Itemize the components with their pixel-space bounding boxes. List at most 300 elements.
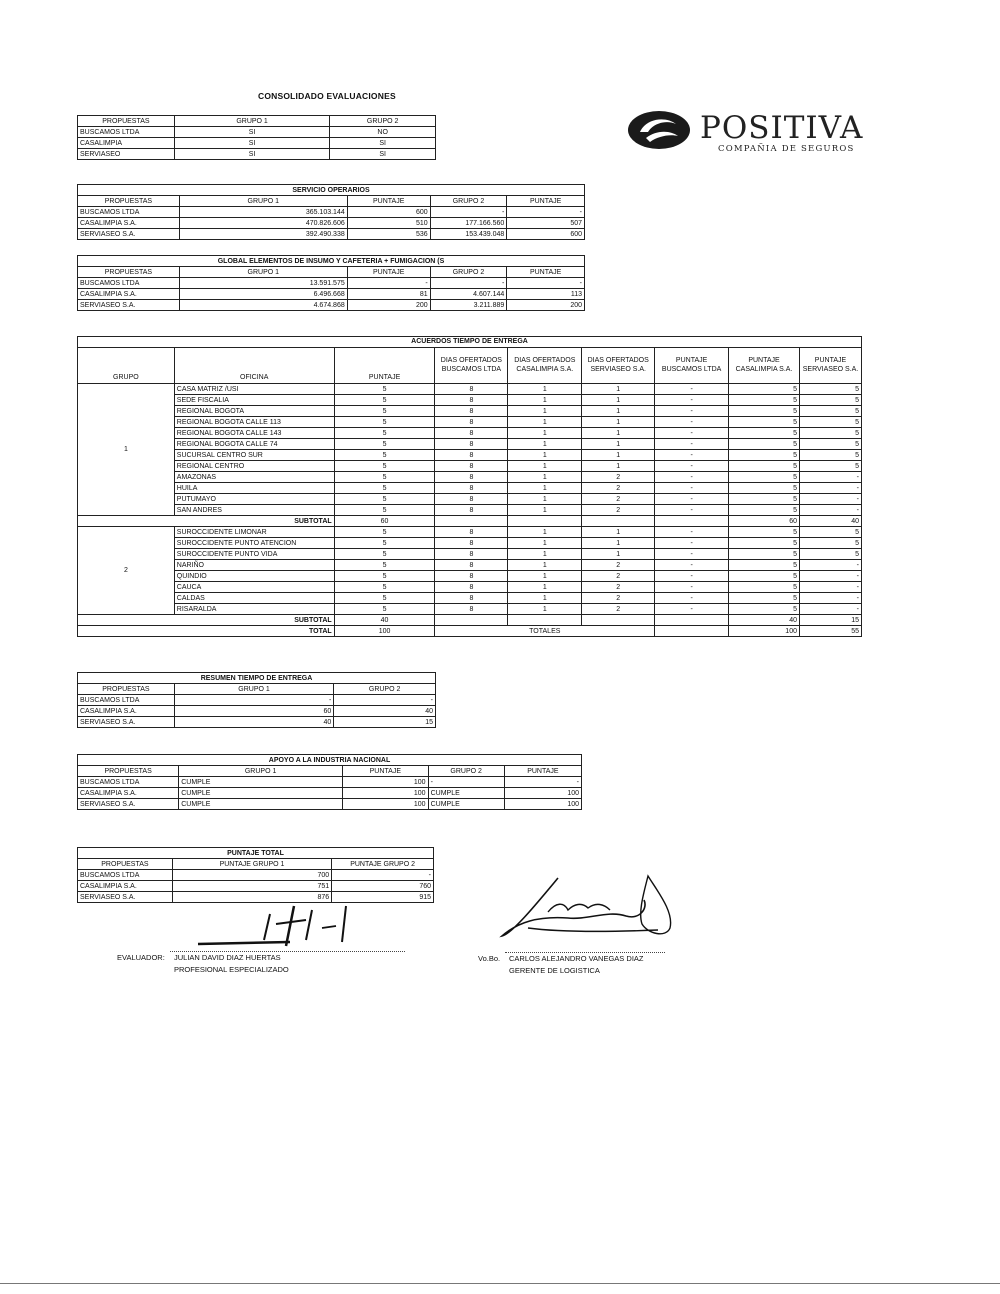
table-cell: 40 <box>174 717 333 728</box>
table-cell: 8 <box>435 593 508 604</box>
table-cell: 5 <box>334 461 435 472</box>
table-cell: 8 <box>435 494 508 505</box>
table-cell: 5 <box>729 417 800 428</box>
table-cell: - <box>655 439 729 450</box>
group-cell: 1 <box>78 384 175 516</box>
table-cell: - <box>799 494 861 505</box>
table-cell: - <box>430 207 507 218</box>
col-header: PUNTAJE <box>504 766 581 777</box>
table-cell: 1 <box>508 417 582 428</box>
table-cell: 536 <box>347 229 430 240</box>
table-cell: 8 <box>435 538 508 549</box>
table-cell: 1 <box>582 395 655 406</box>
table-cell: REGIONAL BOGOTA CALLE 143 <box>174 428 334 439</box>
table-cell: 5 <box>799 406 861 417</box>
puntaje-total-table <box>77 847 434 903</box>
table-header-row <box>78 196 585 207</box>
table-cell: 8 <box>435 604 508 615</box>
table-row <box>78 439 862 450</box>
table-cell: 760 <box>332 881 434 892</box>
table-cell: 6.496.668 <box>179 289 347 300</box>
col-header: PROPUESTAS <box>78 859 173 870</box>
table-title: ACUERDOS TIEMPO DE ENTREGA <box>78 337 862 348</box>
col-header: PROPUESTAS <box>78 267 180 278</box>
col-header: GRUPO 2 <box>430 196 507 207</box>
table-cell: - <box>655 483 729 494</box>
vobo-signature <box>498 872 698 946</box>
table-row <box>78 395 862 406</box>
table-cell: - <box>799 593 861 604</box>
table-cell: 1 <box>582 406 655 417</box>
table-cell: 1 <box>582 527 655 538</box>
table-cell: - <box>655 461 729 472</box>
table-cell: 100 <box>343 799 429 810</box>
table-cell: 5 <box>799 384 861 395</box>
table-cell: SERVIASEO S.A. <box>78 799 179 810</box>
table-cell: 5 <box>334 571 435 582</box>
table-cell: 100 <box>343 788 429 799</box>
table-cell: 8 <box>435 439 508 450</box>
logo-subtitle: COMPAÑIA DE SEGUROS <box>718 144 855 154</box>
table-cell: 1 <box>508 428 582 439</box>
table-cell: - <box>655 593 729 604</box>
table-row <box>78 278 585 289</box>
table-cell: 4.607.144 <box>430 289 507 300</box>
col-header: PUNTAJE <box>334 348 435 384</box>
table-cell: SUBTOTAL <box>78 615 335 626</box>
table-cell: REGIONAL CENTRO <box>174 461 334 472</box>
logo-wordmark: POSITIVA <box>700 110 864 146</box>
table-cell: 1 <box>508 472 582 483</box>
table-cell: 8 <box>435 384 508 395</box>
table-cell: 600 <box>347 207 430 218</box>
table-header-row <box>78 116 436 127</box>
table-cell: 5 <box>729 461 800 472</box>
table-header-row <box>78 766 582 777</box>
table-cell: CALDAS <box>174 593 334 604</box>
table-cell: 4.674.868 <box>179 300 347 311</box>
table-cell: 5 <box>334 395 435 406</box>
table-cell: 1 <box>508 593 582 604</box>
table-cell: 8 <box>435 505 508 516</box>
table-cell: 8 <box>435 571 508 582</box>
table-cell: 1 <box>508 505 582 516</box>
table-cell: SI <box>174 149 329 160</box>
table-cell: 13.591.575 <box>179 278 347 289</box>
col-header: GRUPO 1 <box>179 267 347 278</box>
col-header: PUNTAJE <box>343 766 429 777</box>
table-cell: - <box>655 571 729 582</box>
col-header: PROPUESTAS <box>78 116 175 127</box>
table-body <box>78 278 585 311</box>
col-header: GRUPO 1 <box>174 116 329 127</box>
col-header: PUNTAJE CASALIMPIA S.A. <box>729 348 800 384</box>
table-cell: 5 <box>334 417 435 428</box>
table-row <box>78 538 862 549</box>
page-title: CONSOLIDADO EVALUACIONES <box>258 91 396 101</box>
table-cell: CUMPLE <box>428 788 504 799</box>
table-cell: 5 <box>799 527 861 538</box>
table-cell: 1 <box>582 439 655 450</box>
table-cell: - <box>799 472 861 483</box>
table-cell: 60 <box>729 516 800 527</box>
table-body <box>78 127 436 160</box>
table-cell: 1 <box>582 450 655 461</box>
col-header: PROPUESTAS <box>78 684 175 695</box>
table-cell: 5 <box>729 604 800 615</box>
table-cell: 700 <box>172 870 331 881</box>
table-cell: CUMPLE <box>179 777 343 788</box>
table-cell: SERVIASEO S.A. <box>78 300 180 311</box>
table-row <box>78 494 862 505</box>
table-cell: AMAZONAS <box>174 472 334 483</box>
table-cell: 8 <box>435 472 508 483</box>
table-cell: 751 <box>172 881 331 892</box>
col-header: DIAS OFERTADOS SERVIASEO S.A. <box>582 348 655 384</box>
table-cell: REGIONAL BOGOTA <box>174 406 334 417</box>
table-cell: - <box>655 538 729 549</box>
table-body <box>78 207 585 240</box>
table-cell <box>508 615 582 626</box>
table-cell: - <box>655 505 729 516</box>
table-cell: NARIÑO <box>174 560 334 571</box>
table-cell: 5 <box>729 582 800 593</box>
table-cell: - <box>655 384 729 395</box>
table-cell: 1 <box>508 439 582 450</box>
table-cell: BUSCAMOS LTDA <box>78 777 179 788</box>
col-header: PUNTAJE GRUPO 2 <box>332 859 434 870</box>
table-cell: 2 <box>582 593 655 604</box>
table-cell: REGIONAL BOGOTA CALLE 113 <box>174 417 334 428</box>
table-cell: 5 <box>334 527 435 538</box>
table-cell: SI <box>330 138 436 149</box>
table-row <box>78 571 862 582</box>
table-cell: 1 <box>508 582 582 593</box>
table-cell: - <box>655 549 729 560</box>
table-cell: 8 <box>435 560 508 571</box>
table-cell: SUBTOTAL <box>78 516 335 527</box>
table-cell: 2 <box>582 505 655 516</box>
col-header: DIAS OFERTADOS CASALIMPIA S.A. <box>508 348 582 384</box>
table-cell: SUROCCIDENTE LIMONAR <box>174 527 334 538</box>
table-row <box>78 881 434 892</box>
table-cell: TOTAL <box>78 626 335 637</box>
table-cell: PUTUMAYO <box>174 494 334 505</box>
table-cell: 200 <box>507 300 585 311</box>
table-body <box>78 870 434 903</box>
table-cell: BUSCAMOS LTDA <box>78 127 175 138</box>
table-cell: 81 <box>347 289 430 300</box>
page-bottom-rule <box>0 1283 1000 1284</box>
table-cell: - <box>799 483 861 494</box>
table-cell <box>655 626 729 637</box>
table-cell: BUSCAMOS LTDA <box>78 207 180 218</box>
table-cell: 5 <box>334 560 435 571</box>
evaluador-nombre: JULIAN DAVID DIAZ HUERTAS <box>174 953 281 962</box>
col-header: PUNTAJE <box>507 196 585 207</box>
table-cell: 1 <box>508 450 582 461</box>
table-row <box>78 505 862 516</box>
col-header: PROPUESTAS <box>78 766 179 777</box>
table-cell: 100 <box>729 626 800 637</box>
table-cell: 5 <box>799 450 861 461</box>
table-cell: 5 <box>334 472 435 483</box>
global-elementos-table <box>77 255 585 311</box>
table-cell: - <box>332 870 434 881</box>
evaluador-label: EVALUADOR: <box>117 953 165 962</box>
col-header: GRUPO <box>78 348 175 384</box>
table-cell: 8 <box>435 527 508 538</box>
table-cell: - <box>430 278 507 289</box>
table-cell: 1 <box>508 384 582 395</box>
table-cell: 60 <box>334 516 435 527</box>
table-cell: - <box>655 494 729 505</box>
table-cell: - <box>655 417 729 428</box>
table-cell: 5 <box>799 417 861 428</box>
col-header: OFICINA <box>174 348 334 384</box>
table-cell: HUILA <box>174 483 334 494</box>
table-row <box>78 406 862 417</box>
table-cell: CUMPLE <box>179 788 343 799</box>
table-cell: 5 <box>729 527 800 538</box>
table-cell: 8 <box>435 417 508 428</box>
table-row <box>78 461 862 472</box>
table-header-row <box>78 267 585 278</box>
table-cell: 8 <box>435 483 508 494</box>
table-cell: - <box>655 560 729 571</box>
table-cell: 2 <box>582 582 655 593</box>
table-cell: - <box>655 395 729 406</box>
table-cell: 5 <box>334 593 435 604</box>
table-cell <box>582 615 655 626</box>
table-cell: 5 <box>334 494 435 505</box>
table-row <box>78 289 585 300</box>
resumen-tiempo-table <box>77 672 436 728</box>
table-cell: SAN ANDRES <box>174 505 334 516</box>
table-cell: - <box>655 604 729 615</box>
table-cell: 5 <box>334 604 435 615</box>
table-row <box>78 483 862 494</box>
col-header: GRUPO 2 <box>334 684 436 695</box>
table-cell: 8 <box>435 582 508 593</box>
col-header: PUNTAJE GRUPO 1 <box>172 859 331 870</box>
col-header: PUNTAJE <box>507 267 585 278</box>
table-cell: 5 <box>799 439 861 450</box>
table-row <box>78 892 434 903</box>
table-cell: 2 <box>582 483 655 494</box>
table-cell: CAUCA <box>174 582 334 593</box>
table-cell: 2 <box>582 472 655 483</box>
table-cell: 5 <box>799 395 861 406</box>
table-cell: 470.826.606 <box>179 218 347 229</box>
table-row <box>78 472 862 483</box>
positiva-logo <box>626 108 896 158</box>
table-cell: 1 <box>582 461 655 472</box>
table-cell: SEDE FISCALIA <box>174 395 334 406</box>
table-cell: 5 <box>799 538 861 549</box>
table-cell: 200 <box>347 300 430 311</box>
table-cell: - <box>507 278 585 289</box>
col-header: PUNTAJE BUSCAMOS LTDA <box>655 348 729 384</box>
table-cell: 2 <box>582 494 655 505</box>
col-header: GRUPO 1 <box>174 684 333 695</box>
table-cell: 5 <box>729 472 800 483</box>
table-cell: CASALIMPIA S.A. <box>78 218 180 229</box>
table-row <box>78 788 582 799</box>
table-cell: 5 <box>729 483 800 494</box>
group-cell: 2 <box>78 527 175 615</box>
table-cell: - <box>334 695 436 706</box>
table-cell: 5 <box>334 505 435 516</box>
table-cell: 365.103.144 <box>179 207 347 218</box>
table-cell: 40 <box>799 516 861 527</box>
table-cell: 1 <box>508 604 582 615</box>
table-row <box>78 207 585 218</box>
table-cell: 153.439.048 <box>430 229 507 240</box>
table-cell: - <box>655 582 729 593</box>
table-cell: SUROCCIDENTE PUNTO ATENCION <box>174 538 334 549</box>
col-header: GRUPO 2 <box>430 267 507 278</box>
table-title: PUNTAJE TOTAL <box>78 848 434 859</box>
table-cell: 5 <box>729 384 800 395</box>
table-cell: 8 <box>435 428 508 439</box>
table-cell: 113 <box>507 289 585 300</box>
table-cell: 1 <box>508 538 582 549</box>
table-row <box>78 218 585 229</box>
table-cell: 5 <box>729 549 800 560</box>
table-title: APOYO A LA INDUSTRIA NACIONAL <box>78 755 582 766</box>
col-header: GRUPO 1 <box>179 766 343 777</box>
col-header: GRUPO 1 <box>179 196 347 207</box>
vobo-label: Vo.Bo. <box>478 954 501 963</box>
table-cell: 5 <box>334 406 435 417</box>
table-cell: - <box>799 560 861 571</box>
table-cell: 5 <box>334 483 435 494</box>
table-cell: 392.490.338 <box>179 229 347 240</box>
subtotal-row <box>78 615 862 626</box>
table-cell: 3.211.889 <box>430 300 507 311</box>
table-cell: 1 <box>508 406 582 417</box>
table-row <box>78 593 862 604</box>
table-cell: 5 <box>729 560 800 571</box>
table-cell: REGIONAL BOGOTA CALLE 74 <box>174 439 334 450</box>
table-cell: 8 <box>435 395 508 406</box>
table-cell: 1 <box>508 395 582 406</box>
vobo-nombre: CARLOS ALEJANDRO VANEGAS DIAZ <box>509 954 644 963</box>
table-cell: 5 <box>334 450 435 461</box>
table-row <box>78 229 585 240</box>
table-cell: 5 <box>729 538 800 549</box>
table-cell: 100 <box>343 777 429 788</box>
table-cell: CUMPLE <box>179 799 343 810</box>
table-cell: 2 <box>582 560 655 571</box>
table-row <box>78 717 436 728</box>
table-cell: 1 <box>582 428 655 439</box>
table-cell: TOTALES <box>435 626 655 637</box>
table-cell: - <box>174 695 333 706</box>
acuerdos-tiempo-table <box>77 336 862 637</box>
table-cell: SI <box>330 149 436 160</box>
table-cell: - <box>504 777 581 788</box>
table-cell: 1 <box>582 549 655 560</box>
table-cell: - <box>347 278 430 289</box>
table-title: RESUMEN TIEMPO DE ENTREGA <box>78 673 436 684</box>
table-row <box>78 527 862 538</box>
table-row <box>78 560 862 571</box>
table-cell: SI <box>174 138 329 149</box>
table-row <box>78 149 436 160</box>
table-row <box>78 706 436 717</box>
table-row <box>78 300 585 311</box>
table-body <box>78 695 436 728</box>
col-header: GRUPO 2 <box>428 766 504 777</box>
table-cell: 1 <box>582 538 655 549</box>
table-title: SERVICIO OPERARIOS <box>78 185 585 196</box>
table-cell: 1 <box>508 560 582 571</box>
col-header: PUNTAJE <box>347 267 430 278</box>
evaluador-cargo: PROFESIONAL ESPECIALIZADO <box>174 965 289 974</box>
table-cell: 5 <box>729 450 800 461</box>
apoyo-industria-table <box>77 754 582 810</box>
col-header: DIAS OFERTADOS BUSCAMOS LTDA <box>435 348 508 384</box>
table-cell <box>655 516 729 527</box>
table-cell: RISARALDA <box>174 604 334 615</box>
table-cell <box>655 615 729 626</box>
col-header: PROPUESTAS <box>78 196 180 207</box>
table-cell: 1 <box>508 483 582 494</box>
table-cell: 55 <box>799 626 861 637</box>
table-cell: - <box>655 472 729 483</box>
table-cell: 2 <box>582 604 655 615</box>
table-cell: 100 <box>504 788 581 799</box>
table-cell: CASALIMPIA <box>78 138 175 149</box>
table-cell: 60 <box>174 706 333 717</box>
table-row <box>78 695 436 706</box>
table-cell: 5 <box>799 428 861 439</box>
table-cell <box>435 615 508 626</box>
table-row <box>78 450 862 461</box>
table-cell: 5 <box>334 439 435 450</box>
table-cell: 5 <box>729 428 800 439</box>
table-cell: 5 <box>334 538 435 549</box>
table-cell: 5 <box>729 395 800 406</box>
table-cell: 5 <box>334 384 435 395</box>
table-cell: CASALIMPIA S.A. <box>78 881 173 892</box>
table-cell: CASALIMPIA S.A. <box>78 706 175 717</box>
table-cell: CUMPLE <box>428 799 504 810</box>
table-cell: 1 <box>508 461 582 472</box>
table-row <box>78 549 862 560</box>
table-cell: 5 <box>729 593 800 604</box>
table-header-row <box>78 859 434 870</box>
table-header-row <box>78 348 862 384</box>
table-cell: BUSCAMOS LTDA <box>78 695 175 706</box>
table-cell: - <box>799 505 861 516</box>
table-row <box>78 777 582 788</box>
total-row <box>78 626 862 637</box>
col-header: PUNTAJE SERVIASEO S.A. <box>799 348 861 384</box>
table-cell: 510 <box>347 218 430 229</box>
table-cell: - <box>799 604 861 615</box>
table-cell: CASALIMPIA S.A. <box>78 289 180 300</box>
table-cell: 5 <box>334 428 435 439</box>
table-row <box>78 127 436 138</box>
col-header: GRUPO 2 <box>330 116 436 127</box>
table-cell: - <box>507 207 585 218</box>
table-cell: 5 <box>334 549 435 560</box>
table-cell: SUROCCIDENTE PUNTO VIDA <box>174 549 334 560</box>
table-cell: 40 <box>729 615 800 626</box>
